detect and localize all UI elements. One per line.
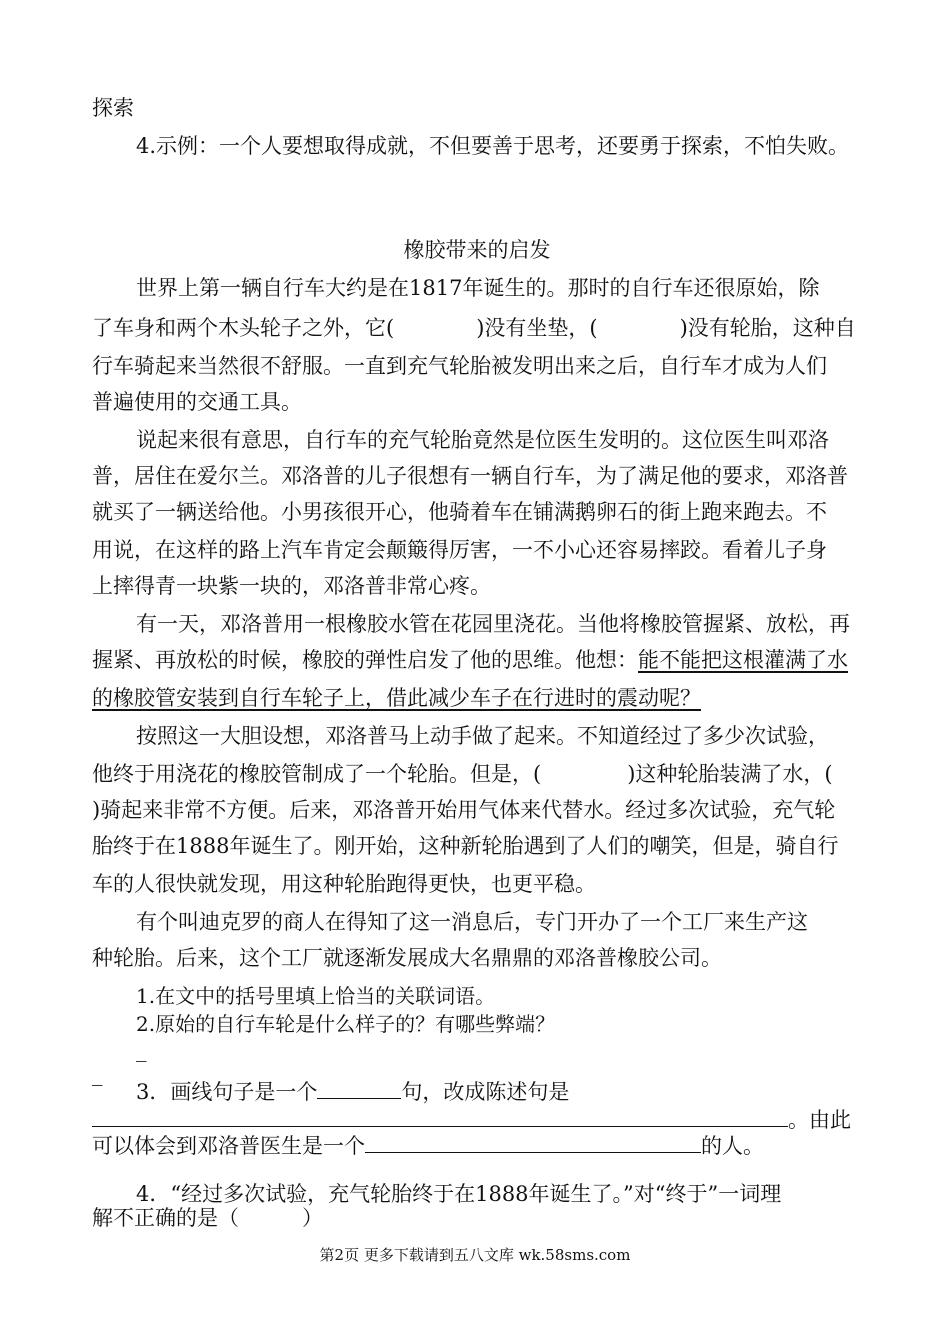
q3-text: 可以体会到邓洛普医生是一个 [92, 1134, 365, 1158]
question-1: 1.在文中的括号里填上恰当的关联词语。 [136, 984, 496, 1008]
p4-line: 车的人很快就发现，用这种轮胎跑得更快，也更平稳。 [92, 872, 596, 896]
answer-blank[interactable] [365, 1132, 701, 1153]
question-4-cont: 解不正确的是（ ） [92, 1206, 323, 1230]
p2-line: 就买了一辆送给他。小男孩很开心，他骑着车在铺满鹅卵石的街上跑来跑去。不 [92, 500, 827, 524]
question-4: 4．“经过多次试验，充气轮胎终于在1888年诞生了。”对“终于”一词理 [136, 1182, 782, 1206]
p2-line: 用说，在这样的路上汽车肯定会颠簸得厉害，一不小心还容易摔跤。看着儿子身 [92, 538, 827, 562]
p1-line [92, 314, 862, 342]
answer-line[interactable]: _ [92, 1062, 103, 1086]
prev-answer-example: 4.示例：一个人要想取得成就，不但要善于思考，还要勇于探索，不怕失败。 [136, 134, 850, 158]
q3-text: 3．画线句子是一个 [136, 1080, 318, 1104]
p3-text: 握紧、再放松的时候，橡胶的弹性启发了他的思维。他想： [92, 648, 638, 672]
question-3 [136, 1078, 906, 1106]
question-2: 2.原始的自行车轮是什么样子的？有哪些弊端？ [136, 1012, 556, 1036]
p5-line: 有个叫迪克罗的商人在得知了这一消息后，专门开办了一个工厂来生产这 [136, 910, 808, 934]
p4-line: 胎终于在1888年诞生了。刚开始，这种新轮胎遇到了人们的嘲笑，但是，骑自行 [92, 834, 839, 858]
page-footer: 第2页 更多下载请到五八文库 wk.58sms.com [319, 1246, 631, 1264]
p1-text: )没有坐垫，( [476, 316, 598, 340]
p1-text: )没有轮胎，这种自 [679, 316, 856, 340]
answer-blank[interactable] [92, 1106, 788, 1127]
q3-text: 。由此 [788, 1108, 851, 1132]
p1-line: 世界上第一辆自行车大约是在1817年诞生的。那时的自行车还很原始，除 [136, 276, 820, 300]
p1-line: 行车骑起来当然很不舒服。一直到充气轮胎被发明出来之后，自行车才成为人们 [92, 354, 827, 378]
p5-line: 种轮胎。后来，这个工厂就逐渐发展成大名鼎鼎的邓洛普橡胶公司。 [92, 946, 722, 970]
p3-line [92, 646, 862, 674]
p4-line: 按照这一大胆设想，邓洛普马上动手做了起来。不知道经过了多少次试验， [136, 724, 829, 748]
answer-blank[interactable] [317, 1078, 401, 1099]
q3-text: 的人。 [701, 1134, 764, 1158]
p1-text: 了车身和两个木头轮子之外，它( [92, 316, 395, 340]
p3-line: 有一天，邓洛普用一根橡胶水管在花园里浇花。当他将橡胶管握紧、放松，再 [136, 612, 850, 636]
underlined-sentence: 能不能把这根灌满了水 [638, 648, 848, 672]
answer-line[interactable]: _ [136, 1038, 147, 1062]
question-3-cont [92, 1106, 862, 1134]
p2-line: 上摔得青一块紫一块的，邓洛普非常心疼。 [92, 574, 491, 598]
prev-answer-line: 探索 [92, 96, 134, 120]
p3-line [92, 684, 862, 712]
p2-line: 普，居住在爱尔兰。邓洛普的儿子很想有一辆自行车，为了满足他的要求，邓洛普 [92, 464, 848, 488]
underlined-sentence: 的橡胶管安装到自行车轮子上，借此减少车子在行进时的震动呢？ [92, 686, 701, 710]
p1-line: 普遍使用的交通工具。 [92, 390, 302, 414]
p4-line [92, 760, 862, 788]
question-3-cont [92, 1132, 862, 1160]
p4-text: 他终于用浇花的橡胶管制成了一个轮胎。但是，( [92, 762, 542, 786]
p2-line: 说起来很有意思，自行车的充气轮胎竟然是位医生发明的。这位医生叫邓洛 [136, 428, 829, 452]
article-title: 橡胶带来的启发 [403, 238, 551, 262]
p4-line: )骑起来非常不方便。后来，邓洛普开始用气体来代替水。经过多次试验，充气轮 [92, 798, 836, 822]
q3-text: 句，改成陈述句是 [401, 1080, 570, 1104]
p4-text: )这种轮胎装满了水，( [627, 762, 833, 786]
